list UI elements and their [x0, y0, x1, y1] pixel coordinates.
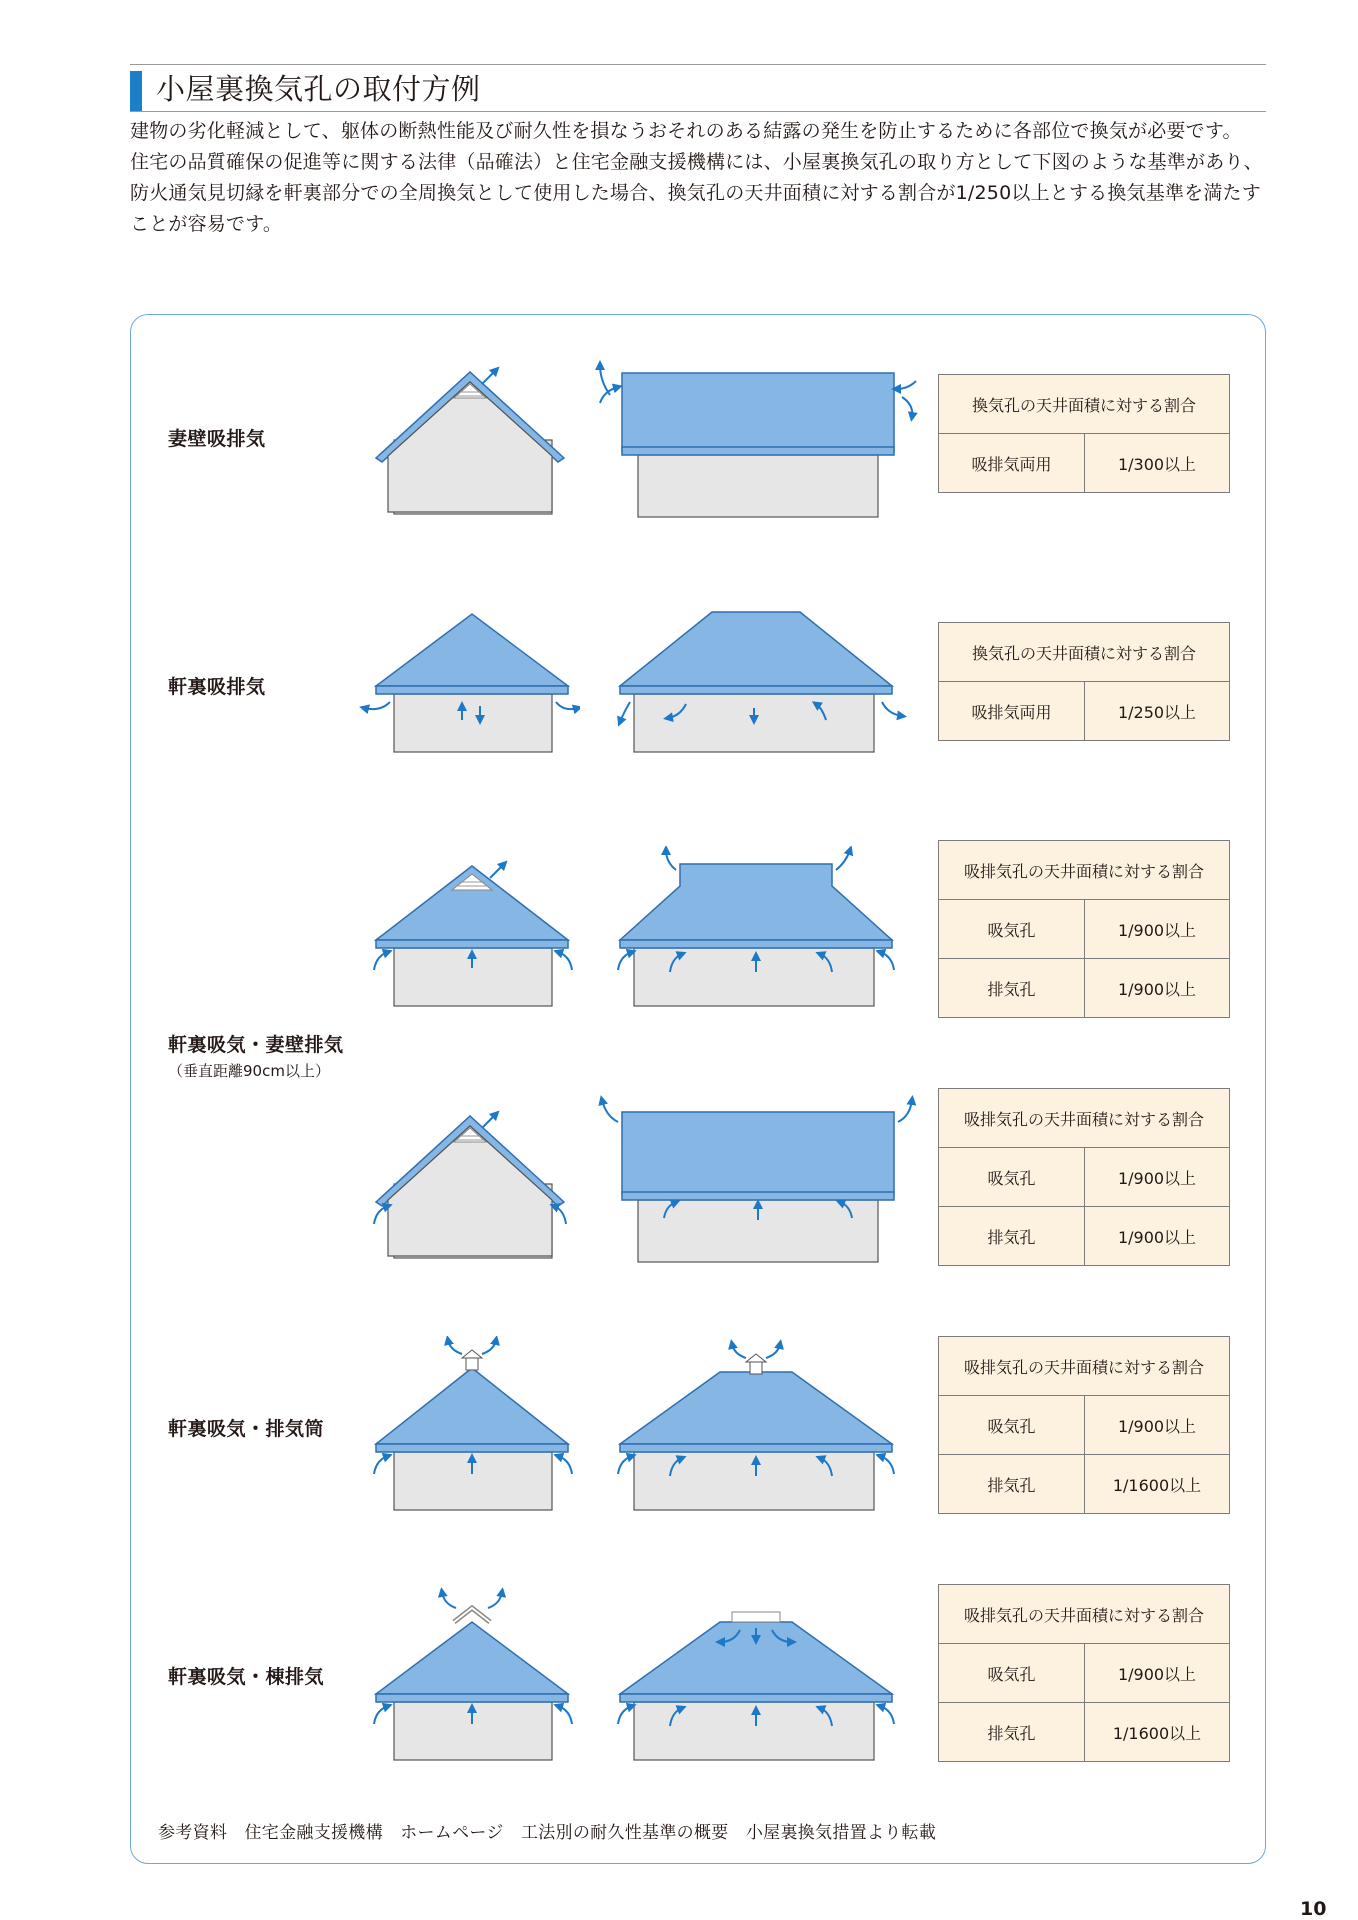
table-cell-ratio: 1/300以上 [1085, 434, 1230, 493]
table-cell-type: 吸気孔 [939, 1396, 1085, 1455]
table-cell-type: 排気孔 [939, 1703, 1085, 1762]
row-label-gable: 妻壁吸排気 [168, 428, 266, 450]
table-header: 吸排気孔の天井面積に対する割合 [939, 1089, 1230, 1148]
eave-front-diagram [350, 608, 580, 758]
table-header: 吸排気孔の天井面積に対する割合 [939, 1337, 1230, 1396]
ratio-table-ridge [938, 1584, 1230, 1762]
table-cell-ratio: 1/900以上 [1085, 1396, 1230, 1455]
footnote-source: 参考資料 住宅金融支援機構 ホームページ 工法別の耐久性基準の概要 小屋裏換気措置より転載 [158, 1823, 937, 1843]
ratio-table-eave [938, 622, 1230, 741]
table-cell-type: 排気孔 [939, 959, 1085, 1018]
title-accent-bar [130, 71, 142, 111]
gable-front-diagram [370, 360, 570, 520]
ratio-table-vent-stack [938, 1336, 1230, 1514]
table-cell-type: 吸排気両用 [939, 682, 1085, 741]
table-cell-type: 排気孔 [939, 1207, 1085, 1266]
page-number: 10 [1300, 1898, 1327, 1920]
eave-gable-front-diagram-2 [370, 1104, 570, 1264]
table-cell-type: 排気孔 [939, 1455, 1085, 1514]
table-cell-ratio: 1/1600以上 [1085, 1703, 1230, 1762]
row-label-eave: 軒裏吸排気 [168, 676, 266, 698]
ridge-front-diagram [350, 1586, 580, 1766]
table-cell-ratio: 1/900以上 [1085, 1207, 1230, 1266]
eave-gable-side-diagram [600, 846, 920, 1016]
table-cell-ratio: 1/900以上 [1085, 959, 1230, 1018]
ridge-side-diagram [600, 1586, 920, 1766]
table-header: 換気孔の天井面積に対する割合 [939, 375, 1230, 434]
row-sublabel-vertical-distance: （垂直距離90cm以上） [168, 1062, 330, 1080]
table-cell-type: 吸気孔 [939, 1644, 1085, 1703]
table-header: 換気孔の天井面積に対する割合 [939, 623, 1230, 682]
table-cell-ratio: 1/250以上 [1085, 682, 1230, 741]
ratio-table-eave-gable-2 [938, 1088, 1230, 1266]
vent-stack-side-diagram [600, 1336, 920, 1516]
ratio-table-eave-gable-1 [938, 840, 1230, 1018]
eave-gable-front-diagram [350, 852, 580, 1012]
intro-text [130, 116, 1270, 240]
table-cell-ratio: 1/900以上 [1085, 900, 1230, 959]
eave-gable-side-diagram-2 [590, 1094, 930, 1274]
ratio-table-gable [938, 374, 1230, 493]
table-header: 吸排気孔の天井面積に対する割合 [939, 841, 1230, 900]
row-label-eave-vent-stack: 軒裏吸気・排気筒 [168, 1418, 325, 1440]
table-header: 吸排気孔の天井面積に対する割合 [939, 1585, 1230, 1644]
vent-stack-front-diagram [350, 1336, 580, 1516]
table-cell-ratio: 1/900以上 [1085, 1148, 1230, 1207]
row-label-eave-gable: 軒裏吸気・妻壁排気 [168, 1034, 344, 1056]
intro-paragraph-1: 建物の劣化軽減として、躯体の断熱性能及び耐久性を損なうおそれのある結露の発生を防止するために各部位で換気が必要です。 [130, 120, 1242, 142]
eave-side-diagram [600, 608, 920, 758]
table-cell-type: 吸気孔 [939, 1148, 1085, 1207]
row-label-eave-ridge: 軒裏吸気・棟排気 [168, 1666, 325, 1688]
table-cell-ratio: 1/900以上 [1085, 1644, 1230, 1703]
page-title: 小屋裏換気孔の取付方例 [156, 72, 481, 106]
gable-side-diagram [590, 355, 930, 525]
table-cell-ratio: 1/1600以上 [1085, 1455, 1230, 1514]
section-title-bar [130, 64, 1266, 112]
intro-paragraph-2: 住宅の品質確保の促進等に関する法律（品確法）と住宅金融支援機構には、小屋裏換気孔の取り方として下図のような基準があり、防火通気見切縁を軒裏部分での全周換気として使用した場合、換気孔の天井面積に対する割合が1/250以上とする換気基準を満たすことが容易です。 [130, 151, 1263, 235]
table-cell-type: 吸排気両用 [939, 434, 1085, 493]
table-cell-type: 吸気孔 [939, 900, 1085, 959]
